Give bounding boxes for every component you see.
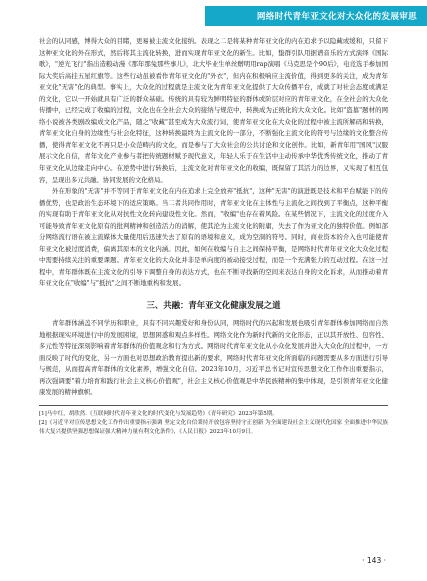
page-number: · 143 ·	[362, 556, 386, 565]
body-paragraph: 青年群体涵盖不同学历和职业，具有不同兴趣爱好和身份认同，网络时代的兴起和发展也吸引青年群体参加网络而自然地根据现实环境进行中的发展困境，思想困惑和观点多样性。网络文化作为新时代新的文化形态，正以其开放性、包容性、多元性等特征深刻影响着青年群体的价值观念和行为方式。网络时代青年亚文化从小众化发展并进入大众化的过程中，一方面反映了时代的变化，另一方面也对思想政治教育提出新的要求，网络时代青年亚文化所面临的问题需要从多方面进行引导与规范，从而提高青年群体的文化素养，增强文化自信。2023年10月，习近平总书记对宣传思想文化工作作出重要指示，再次强调要"着力培育和践行社会主义核心价值观"，社会主义核心价值观是中华民族精神的集中体现，是引领青年亚文化健康发展的精神旗帜。	[39, 319, 388, 397]
page-body	[39, 36, 388, 437]
running-header-bar	[205, 6, 427, 26]
body-paragraph: 社会的认同感，博得大众的目睹，更易被主流文化接纳。表现之二是将某种青年亚文化的内在追求予以隐藏或缓和，只留下这种亚文化的外在形式，然后将其主流化转换，进而实现青年亚文化的新生。比如，蛰群引队用据谱音乐的方式演绎《国际歌》，"逆光飞行"指出造粮动漫《那年那兔那些事儿》，北大毕业生单丝赠明用rap演唱《马克思是个90后》，电竞选手参加国际大奖后高挂五星红旗等。这些行动虽被看作青年亚文化的"外衣"，但内在积极响应主流价值，得到更多的关注，成为青年亚文化"无害"化的典型。事实上，大众化的过程就是主流文化为青年亚文化提供了大众传播平台，成就了对社会态度或满足的文化，它以一开始就具有广泛的群众基础。传统的具有较为鲜明特征的群体或阶层对应的青年亚文化，在全社会的大众化传播中，已经完成了收编的过程，文化也在全社会大众的接纳与规范中，转换成为正统化的大众文化。比如"盗墓"题材的网络小说被各类剧改编成文化产品，随之"收藏"甚至成为大众流行词，使青年亚文化在大众化的过程中被主流所解码和转换，青年亚文化自身的边缘性与社会化特征，这种转换最终为主流文化的一部分，不断强化主流文化的符号与边缘的文化整合传播，使得青年亚文化不再只是小众范畴内的文化，而是参与了大众社会的公共讨论和文化创作。比如，新青年用"国风"汉服展示文化自信，青年文化产业参与者把传统题材赋予现代意义，年轻人乐于在生活中主动传承中华优秀传统文化，推动了青年亚文化从边缘走向中心。在逆势中进行转换后，主流文化对青年亚文化的收编，既保留了其活力的边界，又实现了相互包容，呈现出多元共融、协同发展的文化格局。	[39, 37, 388, 184]
footnote: [2]《习近平对宣传思想文化工作作出重要指示强调 坚定文化自信秉持开放包容坚持守正创新 为全面建设社会主义现代化国家 全面推进中华民族伟大复兴提供坚强思想保证强大精神力量有利文化条件》，《人民日报》2023年10月9日。	[39, 419, 388, 435]
running-title: 网络时代青年亚文化对大众化的发展审思	[256, 12, 417, 22]
footnote: [1]马中红，胡欣然.《互联网时代青年亚文化的时代变化与发展趋势》《青年研究》2023年第5期。	[39, 410, 278, 417]
body-paragraph: 外在形象的"无害"并不等同于青年亚文化在内在追求上完全放弃"抵抗"，这种"无害"的演进既是技术和平台赋能下的传播优势，也是政治生态环境下的适应策略。当二者共同作用时，青年亚文化在主体性与主流化之间找到了平衡点，这种平衡的实现有助于青年亚文化从对抗性文化转向建设性文化。然而，"收编"也存在着风险。在某些情况下，主流文化的过度介入可能导致青年亚文化原有的批判精神和创造活力的消解，使其沦为主流文化的附庸，失去了作为亚文化的独特价值。例如部分网络流行语在被主流媒体大量使用后迅速失去了原有的语境和意义，成为空洞的符号。同时，商业资本的介入也可能使青年亚文化被过度消费，偏离其原本的文化内涵。因此，如何在收编与自主之间保持平衡，是网络时代青年亚文化大众化过程中需要持续关注的重要课题。青年亚文化的大众化并非是单向度的被动接受过程，而是一个充满张力的互动过程。在这一过程中，青年群体既在主流文化的引导下调整自身的表达方式，也在不断寻找新的空间来表达自身的文化诉求，从而推动着青年亚文化在"收编"与"抵抗"之间不断地重构和发展。	[39, 187, 388, 288]
footnote-divider	[39, 405, 388, 406]
section-heading: 三、共融：青年亚文化健康发展之道	[146, 300, 281, 311]
